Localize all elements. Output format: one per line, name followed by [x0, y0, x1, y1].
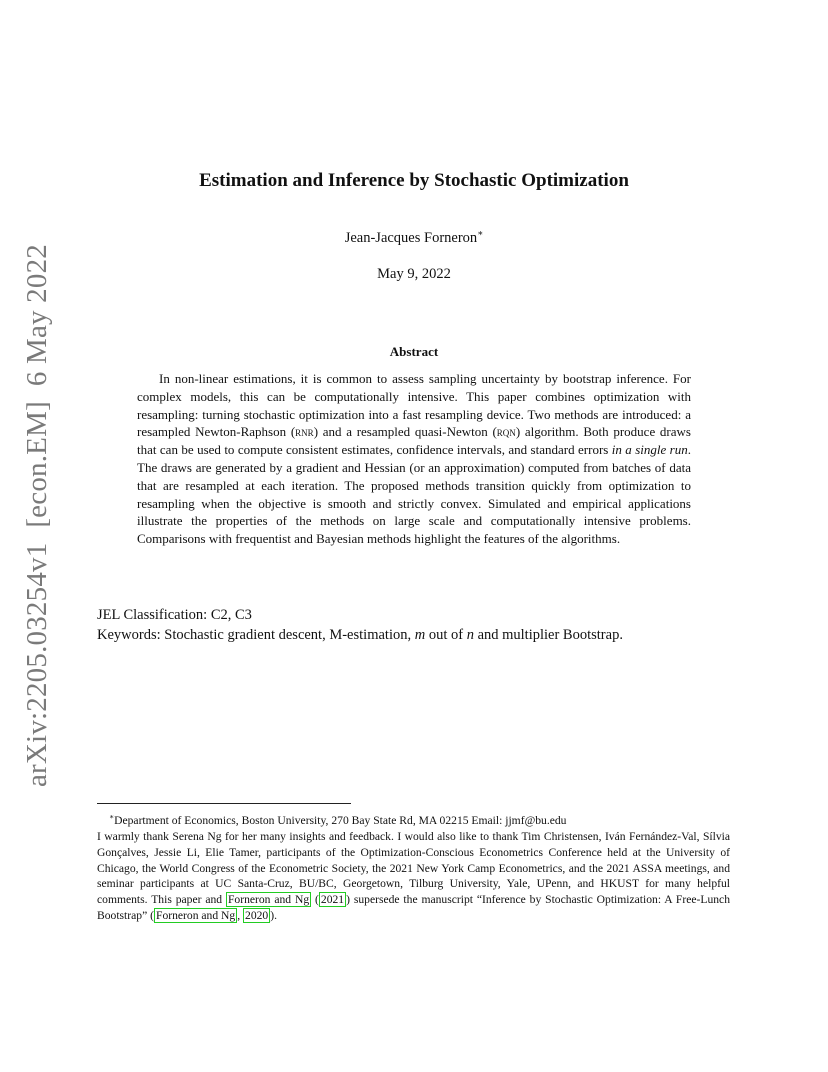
method-rnr: rnr	[295, 424, 314, 440]
author-name: Jean-Jacques Forneron	[344, 229, 478, 246]
citation-link-forneron-ng-2021-author[interactable]: Forneron and Ng	[227, 893, 310, 907]
keyword-math-m: m	[414, 627, 426, 643]
footnote-thanks: I warmly thank Serena Ng for her many insights and feedback. I would also like to thank Tim Christensen, Iván Fernández-Val, Sílvia Gonçalves, Jessie Li, Elie Tamer, participants of the Optimization-Conscious Econometrics Conference held at the University of Chicago, the World Congress of the Econometric Society, the 2021 New York Camp Econometrics, and the 2021 ASSA meetings, and seminar participants at UC Santa-Cruz, BU/BC, Georgetown, Tilburg University, Yale, UPenn, and HKUST for many helpful comments. This paper and	[97, 829, 730, 907]
footnote-end: ).	[270, 909, 277, 923]
footnote	[97, 809, 730, 924]
arxiv-identifier-stamp	[15, 243, 59, 787]
jel-classification: JEL Classification: C2, C3	[97, 607, 252, 623]
citation-link-forneron-ng-2020-author[interactable]: Forneron and Ng	[156, 909, 236, 923]
footnote-affiliation: Department of Economics, Boston University, 270 Bay State Rd, MA 02215 Email: jjmf@bu.edu	[114, 813, 567, 827]
method-rqn: rqn	[496, 424, 516, 440]
abstract-text-part-1: In non-linear estimations, it is common to assess sampling uncertainty by bootstrap inference. For complex models, this can be computationally intensive. This paper combines optimization with resampling: turning stochastic optimization into a fast resampling device. Two methods are introduced: a resampled Newton-Raphson (	[137, 371, 691, 440]
paper-date: May 9, 2022	[377, 266, 451, 282]
abstract-text-part-4: . The draws are generated by a gradient and Hessian (or an approximation) computed from batches of data that are resampled at each iteration. The proposed methods transition quickly from optimization to resampling when the objective is smooth and strictly convex. Simulated and empirical applications illustrate the properties of the methods on large scale and computationally intensive problems. Comparisons with frequentist and Bayesian methods highlight the features of the algorithms.	[137, 442, 691, 547]
keywords-prefix: Keywords: Stochastic gradient descent, M-estimation,	[97, 627, 415, 643]
keywords-line	[97, 625, 623, 645]
citation-link-forneron-ng-2021-year[interactable]: 2021	[320, 893, 345, 907]
keywords-suffix: and multiplier Bootstrap.	[473, 627, 623, 643]
footnote-mark: ∗	[109, 812, 115, 821]
footnote-middle: supersede the manuscript “Inference by Stochastic Optimization: A Free-Lunch Bootstrap” (	[97, 893, 730, 923]
footnote-divider	[97, 803, 351, 804]
author-footnote-mark: ∗	[477, 228, 484, 238]
paper-title: Estimation and Inference by Stochastic Optimization	[199, 170, 629, 191]
citation-close-paren: )	[346, 893, 350, 907]
citation-separator: ,	[237, 909, 244, 923]
footnote-affiliation-line	[97, 809, 730, 829]
author-line	[0, 228, 828, 247]
abstract-text-part-2: ) and a resampled quasi-Newton (	[313, 424, 497, 440]
abstract-heading: Abstract	[389, 344, 439, 359]
keywords-middle: out of	[425, 627, 467, 643]
abstract-emphasis: in a single run	[611, 442, 688, 458]
arxiv-identifier-text: arXiv:2205.03254v1 [econ.EM] 6 May 2022	[20, 243, 53, 787]
citation-open-paren: (	[311, 893, 319, 907]
citation-link-forneron-ng-2020-year[interactable]: 2020	[245, 909, 269, 923]
keyword-math-n: n	[466, 627, 474, 643]
abstract-body	[137, 370, 691, 548]
abstract-text-part-3: ) algorithm. Both produce draws that can be used to compute consistent estimates, confidence intervals, and standard errors	[137, 424, 691, 458]
